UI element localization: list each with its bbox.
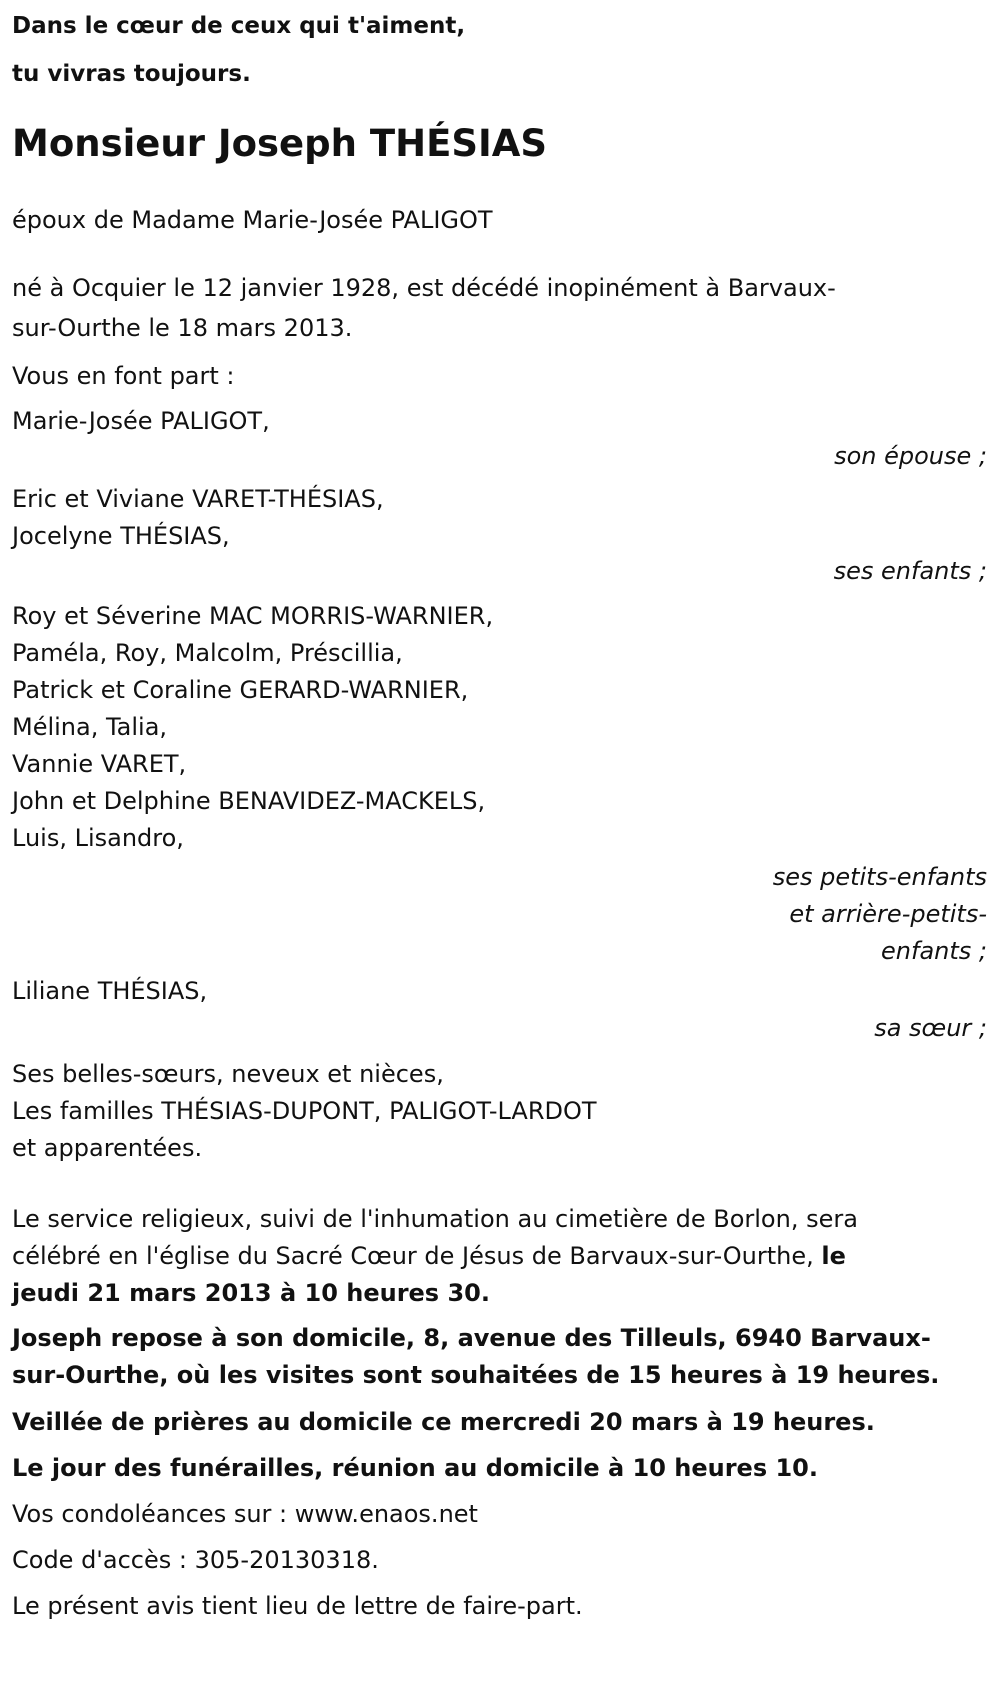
service-line-3: jeudi 21 mars 2013 à 10 heures 30. — [12, 1279, 490, 1307]
role-line: et arrière-petits- — [789, 900, 987, 928]
relative-role: son épouse ; — [834, 442, 987, 470]
relative-name: Roy et Séverine MAC MORRIS-WARNIER, — [12, 602, 494, 630]
relative-name: Jocelyne THÉSIAS, — [12, 522, 230, 550]
service-paragraph — [12, 1201, 988, 1312]
repose-line-2: sur-Ourthe, où les visites sont souhaitées de 15 heures à 19 heures. — [12, 1361, 940, 1389]
repose-line-1: Joseph repose à son domicile, 8, avenue des Tilleuls, 6940 Barvaux- — [12, 1324, 931, 1352]
relative-role: sa sœur ; — [874, 1014, 987, 1042]
service-line-1: Le service religieux, suivi de l'inhumation au cimetière de Borlon, sera — [12, 1205, 858, 1233]
relative-name: Ses belles-sœurs, neveux et nièces, — [12, 1060, 444, 1088]
birth-death-paragraph — [12, 268, 988, 348]
spouse-line: époux de Madame Marie-Josée PALIGOT — [12, 206, 493, 234]
birth-death-line-1: né à Ocquier le 12 janvier 1928, est décédé inopinément à Barvaux- — [12, 274, 836, 302]
relative-name: Mélina, Talia, — [12, 713, 168, 741]
deceased-name: Monsieur Joseph THÉSIAS — [12, 122, 548, 165]
relative-name: Luis, Lisandro, — [12, 824, 184, 852]
role-line: enfants ; — [881, 937, 987, 965]
epigraph-line-2: tu vivras toujours. — [12, 61, 251, 87]
epigraph-line-1: Dans le cœur de ceux qui t'aiment, — [12, 13, 466, 39]
relative-name: Paméla, Roy, Malcolm, Préscillia, — [12, 639, 403, 667]
repose-paragraph — [12, 1320, 988, 1394]
closing-line: Le présent avis tient lieu de lettre de faire-part. — [12, 1592, 583, 1620]
relative-name: John et Delphine BENAVIDEZ-MACKELS, — [12, 787, 486, 815]
vigil-line: Veillée de prières au domicile ce mercredi 20 mars à 19 heures. — [12, 1408, 875, 1436]
relative-name: Vannie VARET, — [12, 750, 187, 778]
relatives-children-group — [12, 480, 988, 588]
service-line-2-text: célébré en l'église du Sacré Cœur de Jésus de Barvaux-sur-Ourthe, — [12, 1242, 814, 1270]
funeral-day-line: Le jour des funérailles, réunion au domicile à 10 heures 10. — [12, 1454, 818, 1482]
relative-role: ses enfants ; — [833, 557, 987, 585]
epigraph — [12, 2, 988, 98]
relative-name: Patrick et Coraline GERARD-WARNIER, — [12, 676, 469, 704]
announce-intro: Vous en font part : — [12, 362, 235, 390]
role-line: ses petits-enfants — [772, 863, 987, 891]
relative-name: Eric et Viviane VARET-THÉSIAS, — [12, 485, 384, 513]
access-code-line: Code d'accès : 305-20130318. — [12, 1546, 379, 1574]
birth-death-line-2: sur-Ourthe le 18 mars 2013. — [12, 314, 353, 342]
relatives-spouse-group — [12, 404, 988, 474]
service-line-2-bold: le — [821, 1242, 846, 1270]
relative-role — [12, 859, 988, 970]
condolences-line: Vos condoléances sur : www.enaos.net — [12, 1500, 478, 1528]
relatives-grandchildren-group — [12, 598, 988, 970]
relative-name: Liliane THÉSIAS, — [12, 977, 208, 1005]
relative-name: Les familles THÉSIAS-DUPONT, PALIGOT-LARDOT — [12, 1097, 597, 1125]
service-line-2 — [12, 1238, 988, 1275]
relative-name: et apparentées. — [12, 1134, 203, 1162]
relatives-sister-group — [12, 972, 988, 1046]
relatives-others-group — [12, 1056, 988, 1167]
relative-name: Marie-Josée PALIGOT, — [12, 407, 270, 435]
